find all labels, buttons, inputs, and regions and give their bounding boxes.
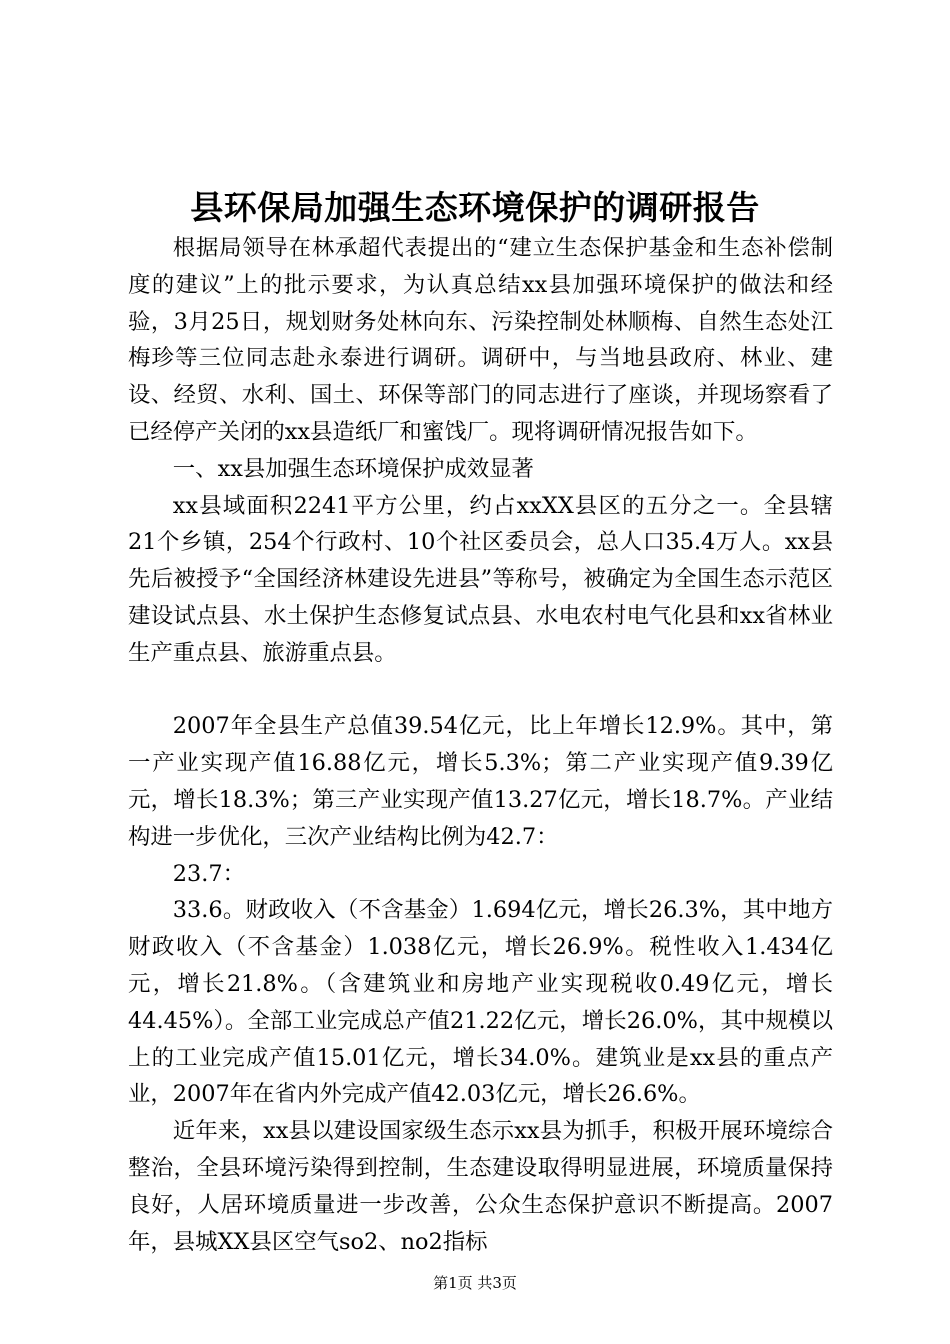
- section-heading-1: 一、xx县加强生态环境保护成效显著: [172, 455, 534, 482]
- paragraph-county-overview: xx县域面积2241平方公里，约占xxXX县区的五分之一。全县辖21个乡镇，254个行政村、10个社区委员会，总人口35.4万人。xx县先后被授予“全国经济林建设先进县”等称号，被确定为全国生态示范区建设试点县、水土保护生态修复试点县、水电农村电气化县和xx省林业生产重点县、旅游重点县。: [128, 492, 833, 666]
- page-footer: 第1页 共3页: [433, 1274, 517, 1292]
- paragraph-gdp: 2007年全县生产总值39.54亿元，比上年增长12.9%。其中，第一产业实现产值16.88亿元，增长5.3%；第二产业实现产值9.39亿元，增长18.3%；第三产业实现产值13.27亿元，增长18.7%。产业结构进一步优化，三次产业结构比例为42.7：: [128, 713, 833, 850]
- document-title: 县环保局加强生态环境保护的调研报告: [190, 188, 760, 227]
- paragraph-intro: 根据局领导在林承超代表提出的“建立生态保护基金和生态补偿制度的建议”上的批示要求，为认真总结xx县加强环境保护的做法和经验，3月25日，规划财务处林向东、污染控制处林顺梅、自然生态处江梅珍等三位同志赴永泰进行调研。调研中，与当地县政府、林业、建设、经贸、水利、国土、环保等部门的同志进行了座谈，并现场察看了已经停产关闭的xx县造纸厂和蜜饯厂。现将调研情况报告如下。: [128, 235, 833, 445]
- document-body: [128, 230, 833, 1260]
- paragraph-fiscal: 33.6。财政收入（不含基金）1.694亿元，增长26.3%，其中地方财政收入（不含基金）1.038亿元，增长26.9%。税性收入1.434亿元，增长21.8%。（含建筑业和房地产业实现税收0.49亿元，增长44.45%）。全部工业完成总产值21.22亿元，增长26.0%，其中规模以上的工业完成产值15.01亿元，增长34.0%。建筑业是xx县的重点产业，2007年在省内外完成产值42.03亿元，增长26.6%。: [128, 897, 833, 1108]
- paragraph-ratio-fragment: 23.7：: [172, 860, 246, 887]
- paragraph-environment: 近年来，xx县以建设国家级生态示xx县为抓手，积极开展环境综合整治，全县环境污染得到控制，生态建设取得明显进展，环境质量保持良好，人居环境质量进一步改善，公众生态保护意识不断提高。2007年，县城XX县区空气so2、no2指标: [128, 1118, 833, 1255]
